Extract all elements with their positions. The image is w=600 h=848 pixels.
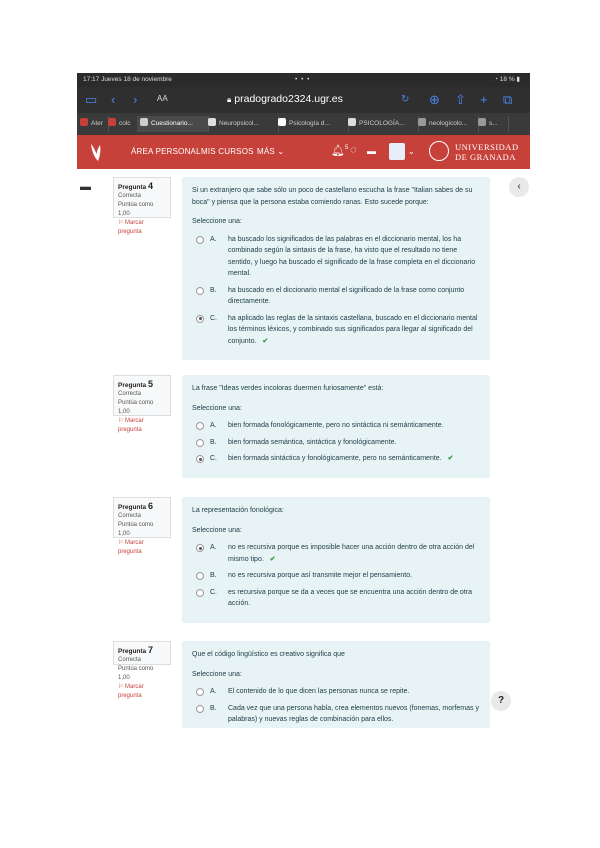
browser-tab[interactable]	[137, 116, 209, 132]
option-text: Cada vez que una persona habla, crea elementos nuevos (fonemas, morfemas y palabras) y nuevas reglas de combinación para ellos.	[228, 704, 479, 723]
option-letter: B.	[210, 438, 217, 446]
question-box	[182, 375, 490, 478]
question-number	[118, 646, 166, 656]
question-status: Correcta	[118, 513, 142, 519]
university-line1: UNIVERSIDAD	[455, 142, 519, 152]
tabs-overview-icon[interactable]: ⧉	[503, 92, 513, 107]
prado-logo-icon[interactable]	[87, 141, 109, 163]
url-text: pradogrado2324.ugr.es	[234, 93, 343, 105]
option-letter: A.	[210, 235, 217, 243]
question-number	[118, 380, 166, 390]
tab-label: neologicolo...	[429, 120, 468, 127]
question-info	[113, 497, 171, 555]
correct-check-icon: ✔	[262, 337, 269, 345]
option-text: bien formada sintáctica y fonológicamente, pero no semánticamente.	[228, 455, 442, 462]
option-letter: C.	[210, 314, 217, 322]
option-text: no es recursiva porque así transmite mejor el pensamiento.	[228, 572, 413, 579]
avatar[interactable]	[389, 143, 405, 160]
question-status: Correcta	[118, 193, 142, 199]
question-status: Correcta	[118, 657, 142, 663]
browser-tab[interactable]	[275, 116, 349, 132]
option-letter: A.	[210, 544, 217, 551]
question-text: Que el código lingüístico es creativo significa que	[192, 651, 345, 658]
radio-button[interactable]	[196, 572, 204, 580]
radio-button[interactable]	[196, 544, 204, 552]
question-number-value: 6	[147, 501, 153, 511]
radio-button[interactable]	[196, 439, 204, 447]
question-number-label: Pregunta	[118, 382, 147, 389]
answer-option[interactable]	[192, 570, 480, 582]
question-score: Puntúa como 1,00	[118, 400, 154, 415]
browser-tab[interactable]	[205, 116, 279, 132]
answer-option[interactable]	[192, 453, 480, 465]
browser-toolbar	[77, 87, 530, 113]
tab-favicon-icon	[418, 118, 426, 126]
question-number	[118, 502, 166, 512]
block-toggle-button[interactable]: ‹	[509, 177, 529, 197]
radio-button[interactable]	[196, 589, 204, 597]
question-number-label: Pregunta	[118, 648, 147, 655]
tab-bar	[77, 113, 530, 135]
tab-favicon-icon	[478, 118, 486, 126]
flag-question-label: Marcar pregunta	[118, 684, 144, 699]
tab-favicon-icon	[348, 118, 356, 126]
quiz-content	[77, 169, 530, 728]
question-info	[113, 641, 171, 699]
option-text: bien formada semántica, sintáctica y fonológicamente.	[228, 438, 397, 446]
radio-button[interactable]	[196, 688, 204, 696]
question-number-value: 7	[147, 645, 153, 655]
text-size-button[interactable]: AA	[157, 94, 168, 103]
question-prompt: Seleccione una:	[192, 526, 242, 534]
question-number-label: Pregunta	[118, 504, 147, 511]
question-box	[182, 641, 490, 728]
answer-option[interactable]	[192, 686, 480, 698]
flag-question-label: Marcar pregunta	[118, 540, 144, 555]
question-text: La representación fonológica:	[192, 507, 284, 514]
flag-question-label: Marcar pregunta	[118, 220, 144, 235]
status-bar	[77, 73, 530, 87]
sidebar-icon[interactable]: ▭	[85, 92, 98, 107]
status-time: 17:17 Jueves 18 de noviembre	[83, 76, 172, 83]
answer-option[interactable]	[192, 587, 480, 610]
flag-question-link[interactable]	[118, 417, 166, 435]
browser-tab[interactable]	[345, 116, 419, 132]
question-score: Puntúa como 1,00	[118, 522, 154, 537]
browser-tab[interactable]	[475, 116, 509, 132]
question-prompt: Seleccione una:	[192, 404, 242, 412]
flag-icon: ⚐	[118, 220, 126, 226]
tablet-screen	[77, 73, 530, 728]
download-icon[interactable]: ⊕	[429, 92, 440, 107]
option-letter: A.	[210, 422, 217, 429]
browser-tab[interactable]	[415, 116, 479, 132]
university-seal-icon	[429, 141, 449, 161]
tab-label: PSICOLOGÍA...	[359, 120, 405, 127]
tab-label: Cuestionario...	[151, 120, 193, 127]
radio-button[interactable]	[196, 315, 204, 323]
new-tab-icon[interactable]: +	[480, 92, 488, 107]
tab-favicon-icon	[208, 118, 216, 126]
question-info	[113, 375, 171, 433]
browser-tab[interactable]	[105, 116, 141, 132]
chevron-down-icon[interactable]: ⌄	[408, 147, 415, 156]
site-navbar	[77, 135, 530, 169]
question-box	[182, 497, 490, 623]
lock-icon: 🔒︎	[227, 95, 232, 104]
option-text: El contenido de lo que dicen las personas nunca se repite.	[228, 688, 410, 695]
bell-icon[interactable]: 🔔︎$^5$	[331, 145, 349, 157]
reload-icon[interactable]: ↻	[401, 94, 410, 105]
option-text: ha aplicado las reglas de la sintaxis castellana, buscado en el diccionario mental los términos léxicos, y combinado sus significados para llegar al significado del conjunto.	[228, 314, 478, 345]
radio-button[interactable]	[196, 422, 204, 430]
back-icon[interactable]: ‹	[111, 92, 116, 107]
correct-check-icon: ✔	[269, 555, 276, 563]
mail-icon[interactable]: ▬	[367, 146, 376, 156]
question-text: Si un extranjero que sabe sólo un poco de castellano escucha la frase "Italian sabes de su boca" y piensa que la persona estaba comiendo ranas. Esto sucede porque:	[192, 187, 473, 206]
option-letter: C.	[210, 588, 217, 596]
status-dots: • • •	[295, 76, 311, 83]
notification-badge: 5	[344, 145, 349, 152]
tab-favicon-icon	[108, 118, 116, 126]
drawer-toggle-icon[interactable]: ▬	[80, 181, 91, 193]
flag-question-label: Marcar pregunta	[118, 418, 144, 433]
correct-check-icon: ✔	[447, 455, 454, 462]
answer-option[interactable]	[192, 285, 480, 308]
flag-question-link[interactable]	[118, 219, 166, 237]
radio-button[interactable]	[196, 705, 204, 713]
tab-label: Psicología d...	[289, 120, 330, 127]
tab-favicon-icon	[80, 118, 88, 126]
tab-favicon-icon	[278, 118, 286, 126]
answer-option[interactable]	[192, 234, 480, 280]
question-number-label: Pregunta	[118, 184, 147, 191]
flag-icon: ⚐	[118, 684, 126, 690]
battery-indicator: ◔ 18 % ▮	[494, 76, 520, 83]
question-box	[182, 177, 490, 360]
answer-option[interactable]	[192, 542, 480, 565]
url-field[interactable]	[227, 93, 343, 105]
question-prompt: Seleccione una:	[192, 218, 242, 225]
answer-option[interactable]	[192, 703, 480, 726]
chat-icon[interactable]: ◌	[350, 144, 357, 156]
question-score: Puntúa como 1,00	[118, 202, 154, 217]
option-letter: B.	[210, 286, 217, 294]
tab-label: Ater	[91, 120, 103, 127]
flag-icon: ⚐	[118, 418, 126, 424]
question-info	[113, 177, 171, 235]
tab-favicon-icon	[140, 118, 148, 126]
option-text: es recursiva porque se da a veces que se encuentra una acción dentro de otra acción.	[228, 588, 472, 607]
option-letter: C.	[210, 455, 217, 462]
question-score: Puntúa como 1,00	[118, 666, 154, 681]
radio-button[interactable]	[196, 287, 204, 295]
flag-question-link[interactable]	[118, 683, 166, 701]
option-text: ha buscado en el diccionario mental el significado de la frase como conjunto directamente.	[228, 286, 465, 305]
question-status: Correcta	[118, 391, 142, 397]
option-text: no es recursiva porque es imposible hacer una acción dentro de otra acción del mismo tipo.	[228, 544, 475, 563]
answer-option[interactable]	[192, 420, 480, 432]
radio-button[interactable]	[196, 455, 204, 463]
university-name	[455, 142, 519, 162]
question-number-value: 4	[147, 181, 153, 191]
answer-option[interactable]	[192, 437, 480, 449]
question-number	[118, 182, 166, 192]
tab-label: colc	[119, 120, 131, 127]
flag-icon: ⚐	[118, 540, 126, 546]
flag-question-link[interactable]	[118, 539, 166, 557]
tab-label: Neuropsicol...	[219, 120, 259, 127]
nav-mas[interactable]: MÁS ⌄	[257, 147, 285, 156]
nav-area-personal[interactable]: ÁREA PERSONAL	[131, 147, 201, 156]
option-text: bien formada fonológicamente, pero no sintáctica ni semánticamente.	[228, 422, 444, 429]
tab-label: s...	[489, 120, 498, 127]
option-text: ha buscado los significados de las palabras en el diccionario mental, los ha combinado según la sintaxis de la frase, ha visto que el resultado no tiene sentido, y luego ha buscado el significado de la frase completa en el diccionario mental.	[228, 235, 476, 277]
option-letter: B.	[210, 572, 217, 579]
question-prompt: Seleccione una:	[192, 670, 242, 678]
option-letter: B.	[210, 704, 217, 712]
nav-mis-cursos[interactable]: MIS CURSOS	[201, 147, 254, 156]
answer-option[interactable]	[192, 313, 480, 348]
question-number-value: 5	[147, 379, 153, 389]
share-icon[interactable]: ⇧	[455, 92, 466, 107]
university-line2: DE GRANADA	[455, 152, 516, 162]
option-letter: A.	[210, 688, 217, 695]
question-text: La frase "Ideas verdes incoloras duermen furiosamente" está:	[192, 385, 384, 392]
radio-button[interactable]	[196, 236, 204, 244]
forward-icon[interactable]: ›	[133, 92, 138, 107]
help-button[interactable]: ?	[491, 691, 511, 711]
